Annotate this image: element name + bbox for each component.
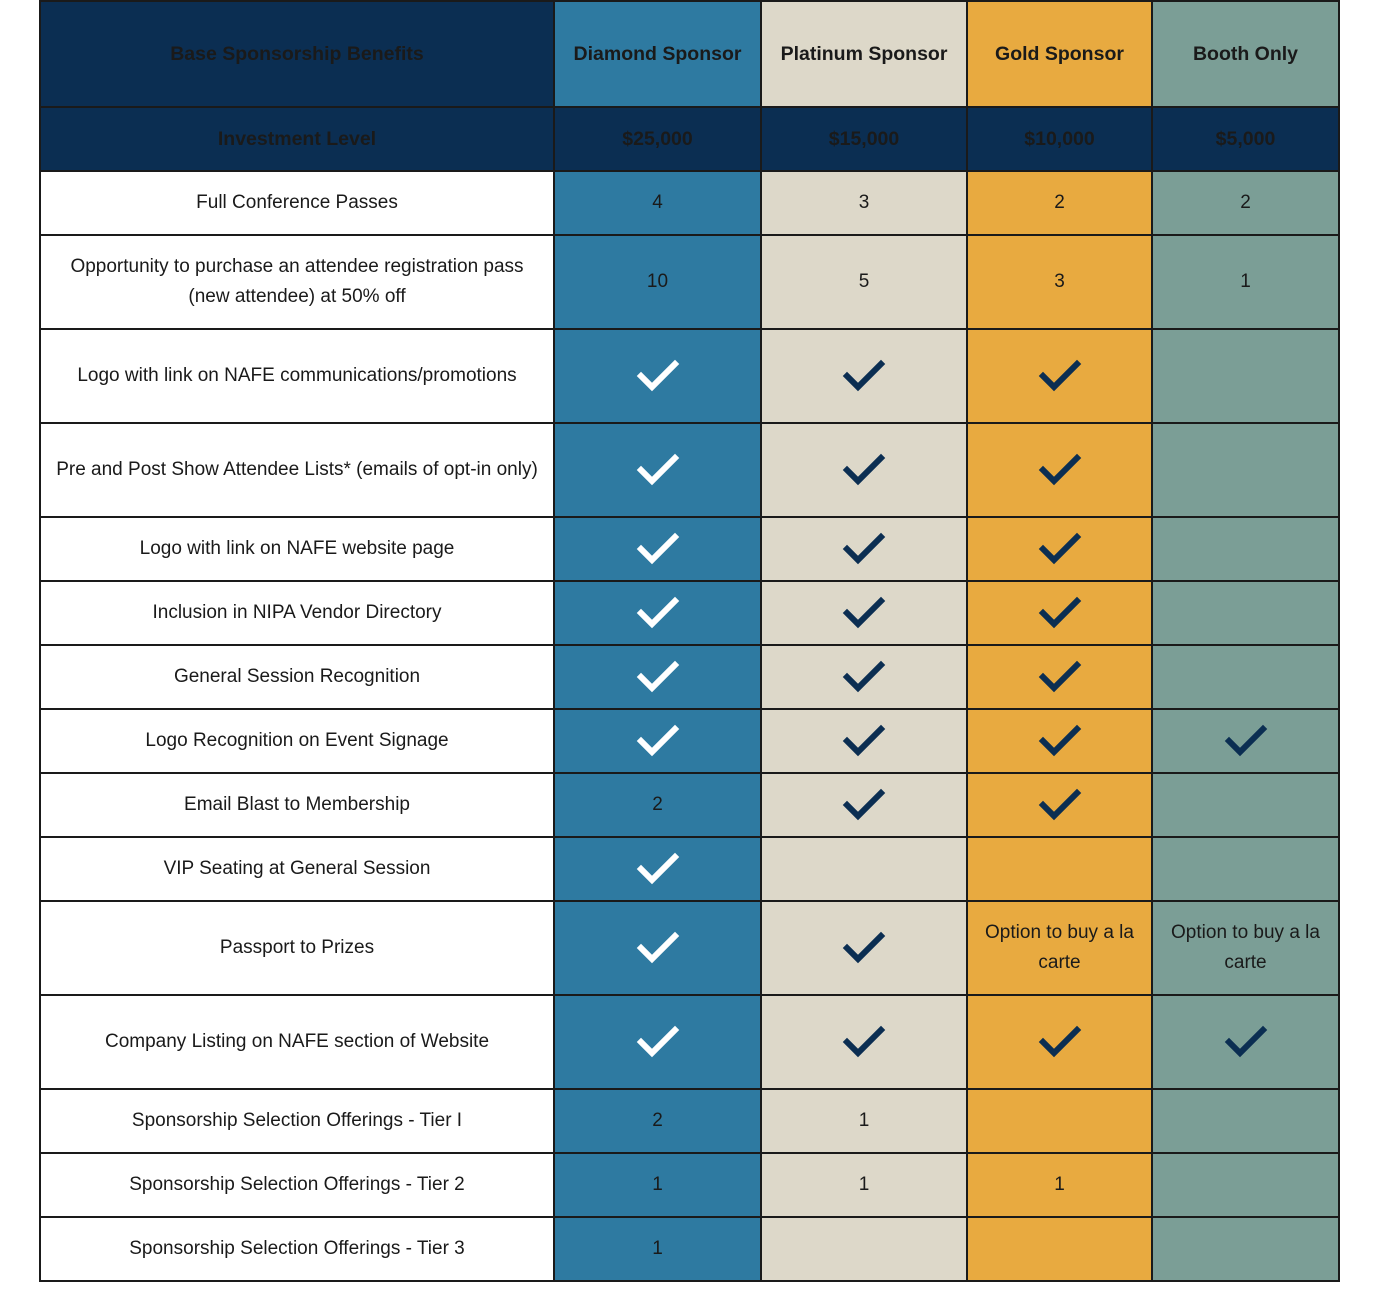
sponsorship-benefits-table [39,0,1340,1282]
benefit-label: General Session Recognition [40,645,554,709]
check-icon [636,660,680,694]
platinum-cell [761,995,967,1089]
diamond-cell [554,709,761,773]
booth-cell [1152,1153,1339,1217]
check-icon [1038,596,1082,630]
benefit-row [40,329,1339,423]
check-icon [842,359,886,393]
check-icon [842,596,886,630]
check-icon [1224,724,1268,758]
platinum-cell-value: 3 [858,192,870,213]
booth-cell [1152,773,1339,837]
check-icon [1038,788,1082,822]
benefit-label: Passport to Prizes [40,901,554,995]
check-icon [636,724,680,758]
benefit-row [40,901,1339,995]
check-icon [636,359,680,393]
benefit-row [40,1153,1339,1217]
check-icon [1224,1025,1268,1059]
booth-cell-value: Option to buy a la carte [1171,922,1320,973]
gold-cell [967,1089,1152,1153]
benefit-label: Company Listing on NAFE section of Website [40,995,554,1089]
gold-sponsor-header: Gold Sponsor [967,1,1152,107]
benefit-rows [40,171,1339,1281]
platinum-cell [761,837,967,901]
platinum-cell [761,171,967,235]
platinum-sponsor-header: Platinum Sponsor [761,1,967,107]
benefit-row [40,235,1339,329]
diamond-cell [554,1217,761,1281]
check-icon [636,852,680,886]
booth-only-header: Booth Only [1152,1,1339,107]
check-icon [636,532,680,566]
gold-cell [967,581,1152,645]
booth-investment-value: $5,000 [1152,107,1339,171]
gold-cell [967,1153,1152,1217]
benefit-row [40,837,1339,901]
benefit-label: Sponsorship Selection Offerings - Tier 3 [40,1217,554,1281]
check-icon [842,931,886,965]
platinum-cell-value: 1 [858,1110,870,1131]
gold-cell [967,995,1152,1089]
diamond-cell [554,995,761,1089]
booth-cell [1152,995,1339,1089]
platinum-cell [761,645,967,709]
booth-cell [1152,1217,1339,1281]
check-icon [842,788,886,822]
diamond-cell-value: 2 [652,1110,663,1131]
gold-cell [967,645,1152,709]
gold-cell [967,329,1152,423]
benefit-label: Full Conference Passes [40,171,554,235]
benefit-row [40,171,1339,235]
check-icon [1038,724,1082,758]
benefit-label: Logo with link on NAFE website page [40,517,554,581]
diamond-cell [554,423,761,517]
gold-cell [967,901,1152,995]
gold-cell [967,171,1152,235]
benefit-row [40,581,1339,645]
diamond-cell-value: 1 [652,1174,663,1195]
diamond-cell-value: 4 [652,192,663,213]
diamond-cell-value: 1 [652,1238,663,1259]
benefit-row [40,423,1339,517]
benefit-label: Email Blast to Membership [40,773,554,837]
gold-cell [967,423,1152,517]
gold-cell-value: Option to buy a la carte [985,922,1134,973]
gold-cell-value: 1 [1054,1174,1065,1195]
diamond-cell-value: 10 [646,271,669,292]
platinum-cell [761,901,967,995]
check-icon [636,931,680,965]
booth-cell [1152,517,1339,581]
check-icon [842,724,886,758]
platinum-cell [761,581,967,645]
gold-cell [967,709,1152,773]
booth-cell [1152,423,1339,517]
check-icon [842,660,886,694]
platinum-cell [761,329,967,423]
benefit-row [40,1089,1339,1153]
investment-level-row [40,107,1339,171]
booth-cell [1152,645,1339,709]
diamond-sponsor-header: Diamond Sponsor [554,1,761,107]
booth-cell [1152,171,1339,235]
benefit-label: Pre and Post Show Attendee Lists* (emails of opt-in only) [40,423,554,517]
check-icon [842,1025,886,1059]
diamond-investment-value: $25,000 [554,107,761,171]
check-icon [842,453,886,487]
benefit-label: Logo Recognition on Event Signage [40,709,554,773]
check-icon [842,532,886,566]
benefit-row [40,709,1339,773]
diamond-cell [554,235,761,329]
gold-investment-value: $10,000 [967,107,1152,171]
benefit-row [40,773,1339,837]
booth-cell [1152,581,1339,645]
investment-level-label: Investment Level [40,107,554,171]
platinum-cell [761,709,967,773]
benefit-row [40,517,1339,581]
platinum-cell [761,1089,967,1153]
platinum-investment-value: $15,000 [761,107,967,171]
gold-cell-value: 2 [1054,192,1065,213]
gold-cell [967,235,1152,329]
platinum-cell [761,1153,967,1217]
booth-cell-value: 1 [1240,271,1251,292]
benefit-row [40,1217,1339,1281]
check-icon [636,453,680,487]
diamond-cell [554,1153,761,1217]
booth-cell [1152,1089,1339,1153]
booth-cell [1152,235,1339,329]
booth-cell [1152,329,1339,423]
check-icon [636,1025,680,1059]
check-icon [1038,532,1082,566]
platinum-cell [761,517,967,581]
benefit-label: Opportunity to purchase an attendee registration pass (new attendee) at 50% off [40,235,554,329]
benefit-label: Inclusion in NIPA Vendor Directory [40,581,554,645]
diamond-cell [554,329,761,423]
gold-cell [967,837,1152,901]
diamond-cell [554,773,761,837]
diamond-cell [554,645,761,709]
benefit-label: VIP Seating at General Session [40,837,554,901]
diamond-cell [554,171,761,235]
check-icon [1038,660,1082,694]
check-icon [1038,359,1082,393]
diamond-cell [554,517,761,581]
platinum-cell [761,423,967,517]
gold-cell [967,517,1152,581]
booth-cell [1152,901,1339,995]
check-icon [1038,453,1082,487]
benefit-row [40,995,1339,1089]
diamond-cell [554,1089,761,1153]
diamond-cell [554,581,761,645]
benefits-column-header: Base Sponsorship Benefits [40,1,554,107]
diamond-cell-value: 2 [652,794,663,815]
booth-cell-value: 2 [1240,192,1251,213]
benefit-row [40,645,1339,709]
check-icon [636,596,680,630]
benefit-label: Logo with link on NAFE communications/promotions [40,329,554,423]
booth-cell [1152,837,1339,901]
platinum-cell [761,1217,967,1281]
tier-header-row [40,1,1339,107]
booth-cell [1152,709,1339,773]
gold-cell [967,773,1152,837]
diamond-cell [554,901,761,995]
diamond-cell [554,837,761,901]
gold-cell-value: 3 [1054,271,1065,292]
benefit-label: Sponsorship Selection Offerings - Tier 2 [40,1153,554,1217]
platinum-cell-value: 1 [858,1174,870,1195]
benefit-label: Sponsorship Selection Offerings - Tier I [40,1089,554,1153]
platinum-cell [761,773,967,837]
check-icon [1038,1025,1082,1059]
platinum-cell [761,235,967,329]
platinum-cell-value: 5 [858,271,870,292]
gold-cell [967,1217,1152,1281]
